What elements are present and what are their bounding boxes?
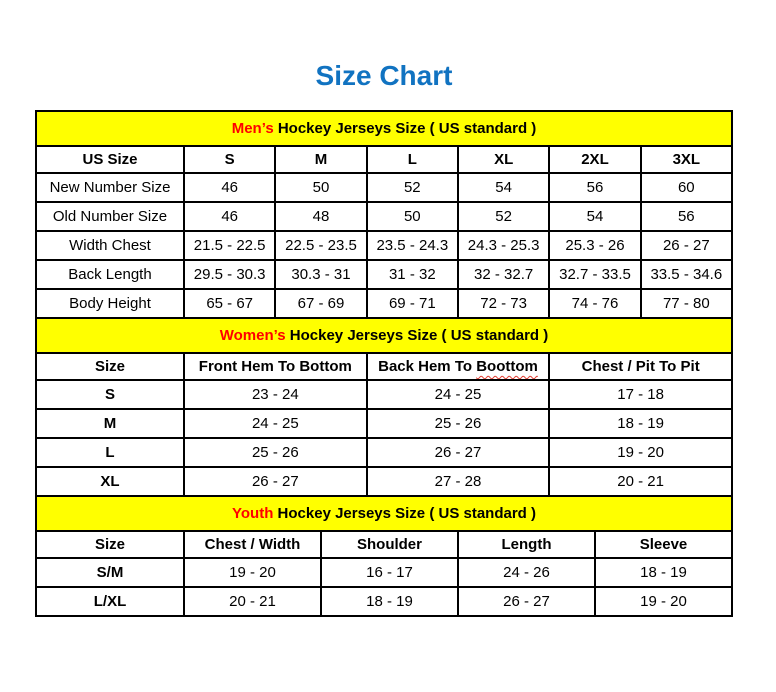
size-value-cell: 24 - 26 (458, 558, 595, 587)
row-label: S (36, 380, 184, 409)
womens-table-caption (36, 318, 732, 353)
size-value-cell: 50 (367, 202, 458, 231)
size-value-cell: 27 - 28 (367, 467, 550, 496)
column-header: M (275, 146, 366, 173)
size-value-cell: 50 (275, 173, 366, 202)
size-value-cell: 24 - 25 (367, 380, 550, 409)
caption-text: Hockey Jerseys Size ( US standard ) (289, 327, 549, 344)
row-label: L/XL (36, 587, 184, 616)
column-header (367, 353, 550, 380)
womens-header-row (36, 353, 732, 380)
row-label: L (36, 438, 184, 467)
table-row (36, 587, 732, 616)
row-label: XL (36, 467, 184, 496)
size-value-cell: 56 (549, 173, 640, 202)
column-header: Size (36, 531, 184, 558)
size-value-cell: 16 - 17 (321, 558, 458, 587)
size-value-cell: 46 (184, 202, 275, 231)
size-value-cell: 60 (641, 173, 732, 202)
size-value-cell: 20 - 21 (184, 587, 321, 616)
size-value-cell: 26 - 27 (184, 467, 367, 496)
size-value-cell: 18 - 19 (549, 409, 732, 438)
column-header: S (184, 146, 275, 173)
size-value-cell: 29.5 - 30.3 (184, 260, 275, 289)
column-header: 3XL (641, 146, 732, 173)
table-row (36, 260, 732, 289)
mens-caption-row (36, 111, 732, 146)
row-label: S/M (36, 558, 184, 587)
size-value-cell: 30.3 - 31 (275, 260, 366, 289)
size-value-cell: 65 - 67 (184, 289, 275, 318)
size-value-cell: 18 - 19 (321, 587, 458, 616)
column-header-text: Back Hem To (378, 358, 473, 375)
size-value-cell: 25 - 26 (367, 409, 550, 438)
size-value-cell: 23 - 24 (184, 380, 367, 409)
column-header: Chest / Pit To Pit (549, 353, 732, 380)
caption-text: Hockey Jerseys Size ( US standard ) (277, 505, 536, 522)
youth-table-caption (36, 496, 732, 531)
table-row (36, 380, 732, 409)
misspelled-word: Boottom (476, 358, 538, 375)
size-value-cell: 24.3 - 25.3 (458, 231, 549, 260)
size-value-cell: 31 - 32 (367, 260, 458, 289)
column-header: Chest / Width (184, 531, 321, 558)
mens-table-caption (36, 111, 732, 146)
size-value-cell: 20 - 21 (549, 467, 732, 496)
table-row (36, 289, 732, 318)
size-value-cell: 22.5 - 23.5 (275, 231, 366, 260)
size-value-cell: 46 (184, 173, 275, 202)
column-header: 2XL (549, 146, 640, 173)
womens-caption-row (36, 318, 732, 353)
caption-text: Hockey Jerseys Size ( US standard ) (277, 120, 537, 137)
size-value-cell: 69 - 71 (367, 289, 458, 318)
size-value-cell: 23.5 - 24.3 (367, 231, 458, 260)
size-value-cell: 72 - 73 (458, 289, 549, 318)
column-header: Shoulder (321, 531, 458, 558)
table-row (36, 438, 732, 467)
caption-highlight: Men’s (231, 120, 274, 137)
row-label: Width Chest (36, 231, 184, 260)
row-label: New Number Size (36, 173, 184, 202)
column-header: Sleeve (595, 531, 732, 558)
size-value-cell: 33.5 - 34.6 (641, 260, 732, 289)
column-header: US Size (36, 146, 184, 173)
size-value-cell: 77 - 80 (641, 289, 732, 318)
mens-size-table (35, 110, 733, 319)
youth-caption-row (36, 496, 732, 531)
column-header: L (367, 146, 458, 173)
size-value-cell: 17 - 18 (549, 380, 732, 409)
size-value-cell: 52 (367, 173, 458, 202)
caption-highlight: Women’s (219, 327, 286, 344)
size-value-cell: 54 (549, 202, 640, 231)
size-value-cell: 48 (275, 202, 366, 231)
size-value-cell: 19 - 20 (549, 438, 732, 467)
row-label: Old Number Size (36, 202, 184, 231)
size-value-cell: 26 - 27 (641, 231, 732, 260)
size-value-cell: 26 - 27 (458, 587, 595, 616)
size-value-cell: 24 - 25 (184, 409, 367, 438)
row-label: M (36, 409, 184, 438)
table-row (36, 231, 732, 260)
table-row (36, 558, 732, 587)
youth-header-row (36, 531, 732, 558)
size-chart-document (35, 0, 733, 617)
size-value-cell: 74 - 76 (549, 289, 640, 318)
table-row (36, 173, 732, 202)
column-header: Length (458, 531, 595, 558)
youth-size-table (35, 495, 733, 617)
row-label: Body Height (36, 289, 184, 318)
column-header: Front Hem To Bottom (184, 353, 367, 380)
table-row (36, 409, 732, 438)
size-value-cell: 19 - 20 (184, 558, 321, 587)
size-value-cell: 54 (458, 173, 549, 202)
column-header: XL (458, 146, 549, 173)
table-row (36, 202, 732, 231)
column-header: Size (36, 353, 184, 380)
page-title: Size Chart (315, 60, 453, 91)
size-value-cell: 32.7 - 33.5 (549, 260, 640, 289)
size-value-cell: 18 - 19 (595, 558, 732, 587)
womens-size-table (35, 317, 733, 497)
size-value-cell: 25.3 - 26 (549, 231, 640, 260)
size-value-cell: 26 - 27 (367, 438, 550, 467)
table-row (36, 467, 732, 496)
caption-highlight: Youth (232, 505, 274, 522)
size-value-cell: 25 - 26 (184, 438, 367, 467)
size-value-cell: 21.5 - 22.5 (184, 231, 275, 260)
size-value-cell: 67 - 69 (275, 289, 366, 318)
size-value-cell: 32 - 32.7 (458, 260, 549, 289)
size-value-cell: 56 (641, 202, 732, 231)
row-label: Back Length (36, 260, 184, 289)
size-value-cell: 19 - 20 (595, 587, 732, 616)
mens-header-row (36, 146, 732, 173)
size-value-cell: 52 (458, 202, 549, 231)
